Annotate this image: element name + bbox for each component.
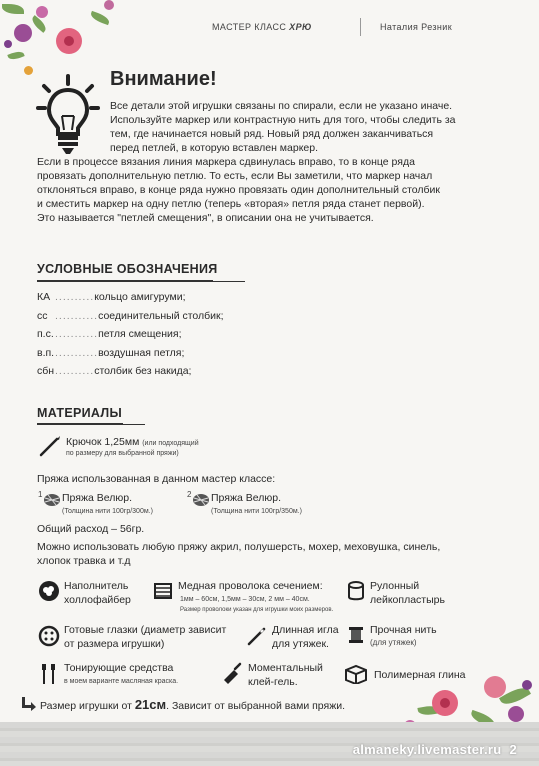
header-author: Наталия Резник — [380, 22, 453, 32]
legend-dots: ........... — [55, 346, 99, 359]
legend-item — [37, 310, 224, 329]
arrow-icon — [20, 697, 36, 711]
header-course-label — [212, 22, 312, 32]
yarn-intro: Пряжа использованная в данном мастер классе: — [37, 473, 276, 485]
attention-title: Внимание! — [110, 68, 217, 90]
legend-item — [37, 365, 224, 384]
clay-label: Полимерная глина — [374, 669, 466, 681]
page-number: 2 — [509, 742, 517, 757]
attention-intro — [110, 99, 456, 155]
yarn-skein-icon — [43, 492, 61, 508]
yarn2-name: Пряжа Велюр. — [211, 492, 281, 504]
total-consumption: Общий расход – 56гр. — [37, 523, 145, 535]
crochet-hook-icon — [38, 434, 62, 458]
legend-abbr: сс — [37, 309, 48, 322]
legend-item — [37, 328, 224, 347]
filler-line-2: холлофайбер — [64, 594, 131, 606]
size-prefix: Размер игрушки от — [40, 700, 135, 712]
legend-desc: петля смещения; — [98, 328, 182, 340]
attention-line: Все детали этой игрушки связаны по спирали, если не указано иначе. — [110, 100, 453, 112]
glue-line-1: Моментальный — [248, 662, 323, 674]
attention-line: и сместить маркер на одну петлю (теперь «вторая» петля ряда станет первой). — [37, 198, 425, 210]
site-url: almaneky.livemaster.ru — [352, 742, 502, 757]
legend-desc: кольцо амигуруми; — [94, 291, 186, 303]
attention-line: Используйте маркер или контрастную нить для того, чтобы следить за — [110, 114, 456, 126]
legend-abbr: в.п. — [37, 346, 55, 359]
yarn2-number: 2 — [187, 490, 192, 499]
size-suffix: . Зависит от выбранной вами пряжи. — [166, 700, 345, 712]
yarn1-name: Пряжа Велюр. — [62, 492, 132, 504]
legend-abbr: КА — [37, 291, 51, 303]
thread-line-2: (для утяжек) — [370, 638, 417, 647]
filler-cloud-icon — [38, 580, 60, 602]
hook-size: Крючок 1,25мм — [66, 436, 140, 448]
legend-dots: .......... — [55, 291, 95, 303]
attention-line: отклоняться вправо, в конце ряда нужно провязать один дополнительный столбик — [37, 184, 440, 196]
legend-abbr: сбн — [37, 365, 55, 377]
attention-line: Это называется "петлей смещения", в описании она не учитывается. — [37, 212, 374, 224]
alt-yarn-line-1: Можно использовать любую пряжу акрил, полушерсть, мохер, меховушка, синель, — [37, 541, 441, 553]
wire-note: Размер проволоки указан для игрушки моих размеров. — [180, 607, 334, 613]
attention-line: перед петлей, в которую вставлен маркер. — [110, 142, 319, 154]
legend-underline-tail — [213, 281, 245, 282]
header-prefix: МАСТЕР КЛАСС — [212, 22, 287, 32]
hook-note-1: (или подходящий — [142, 440, 199, 447]
legend-underline — [37, 280, 213, 282]
yarn1-number: 1 — [38, 490, 43, 499]
legend-dots: ........... — [55, 328, 99, 340]
thread-spool-icon — [346, 625, 366, 645]
tape-line-1: Рулонный — [370, 580, 420, 592]
paint-brushes-icon — [38, 662, 60, 686]
hook-note-2: по размеру для выбранной пряжи) — [66, 450, 179, 457]
glue-line-2: клей-гель. — [248, 676, 298, 688]
legend-item — [37, 347, 224, 366]
header-name: ХРЮ — [289, 22, 312, 32]
glue-tube-icon — [220, 662, 244, 686]
legend-desc: соединительный столбик; — [98, 309, 224, 322]
legend-abbr: п.с. — [37, 328, 54, 340]
needle-line-2: для утяжек. — [272, 638, 329, 650]
legend-dots: ........... — [55, 309, 99, 322]
legend-list — [37, 291, 224, 384]
header-divider — [360, 18, 361, 36]
materials-title: МАТЕРИАЛЫ — [37, 406, 122, 420]
thread-line-1: Прочная нить — [370, 624, 437, 636]
lightbulb-icon — [36, 72, 100, 158]
needle-line-1: Длинная игла — [272, 624, 339, 636]
size-value: 21см — [134, 697, 167, 712]
legend-title: УСЛОВНЫЕ ОБОЗНАЧЕНИЯ — [37, 262, 218, 276]
wire-coil-icon — [152, 580, 174, 602]
clay-box-icon — [344, 664, 368, 684]
legend-desc: воздушная петля; — [98, 346, 185, 359]
materials-underline — [37, 423, 123, 425]
filler-line-1: Наполнитель — [64, 580, 129, 592]
attention-line: провязать дополнительную петлю. То есть, если Вы заметили, что маркер начал — [37, 170, 433, 182]
tint-line-1: Тонирующие средства — [64, 662, 174, 674]
button-eyes-icon — [38, 625, 60, 647]
wire-title: Медная проволока сечением: — [178, 580, 323, 592]
eyes-line-2: от размера игрушки) — [64, 638, 165, 650]
attention-line: Если в процессе вязания линия маркера сдвинулась вправо, то в конце ряда — [37, 156, 415, 168]
legend-item — [37, 291, 224, 310]
legend-dots: .......... — [55, 365, 95, 377]
legend-desc: столбик без накида; — [94, 365, 192, 377]
footer-site — [353, 742, 517, 757]
eyes-line-1: Готовые глазки (диаметр зависит — [64, 624, 227, 636]
wire-sizes: 1мм – 60см, 1,5мм – 30см, 2 мм – 40см. — [180, 596, 310, 603]
tape-roll-icon — [346, 580, 366, 602]
tint-line-2: в моем варианте масляная краска. — [64, 678, 179, 685]
yarn2-note: (Толщина нити 100гр/350м.) — [211, 508, 302, 515]
attention-line: тем, где начинается новый ряд. Новый ряд должен заканчиваться — [110, 128, 434, 140]
attention-body — [37, 155, 440, 225]
yarn-skein-icon — [192, 492, 210, 508]
yarn1-note: (Толщина нити 100гр/300м.) — [62, 508, 153, 515]
toy-size-line — [40, 697, 345, 712]
materials-underline-tail — [123, 424, 145, 425]
alt-yarn-line-2: хлопок травка и т.д — [37, 555, 131, 567]
hook-line — [66, 436, 199, 448]
needle-icon — [246, 625, 268, 647]
tape-line-2: лейкопластырь — [370, 594, 445, 606]
